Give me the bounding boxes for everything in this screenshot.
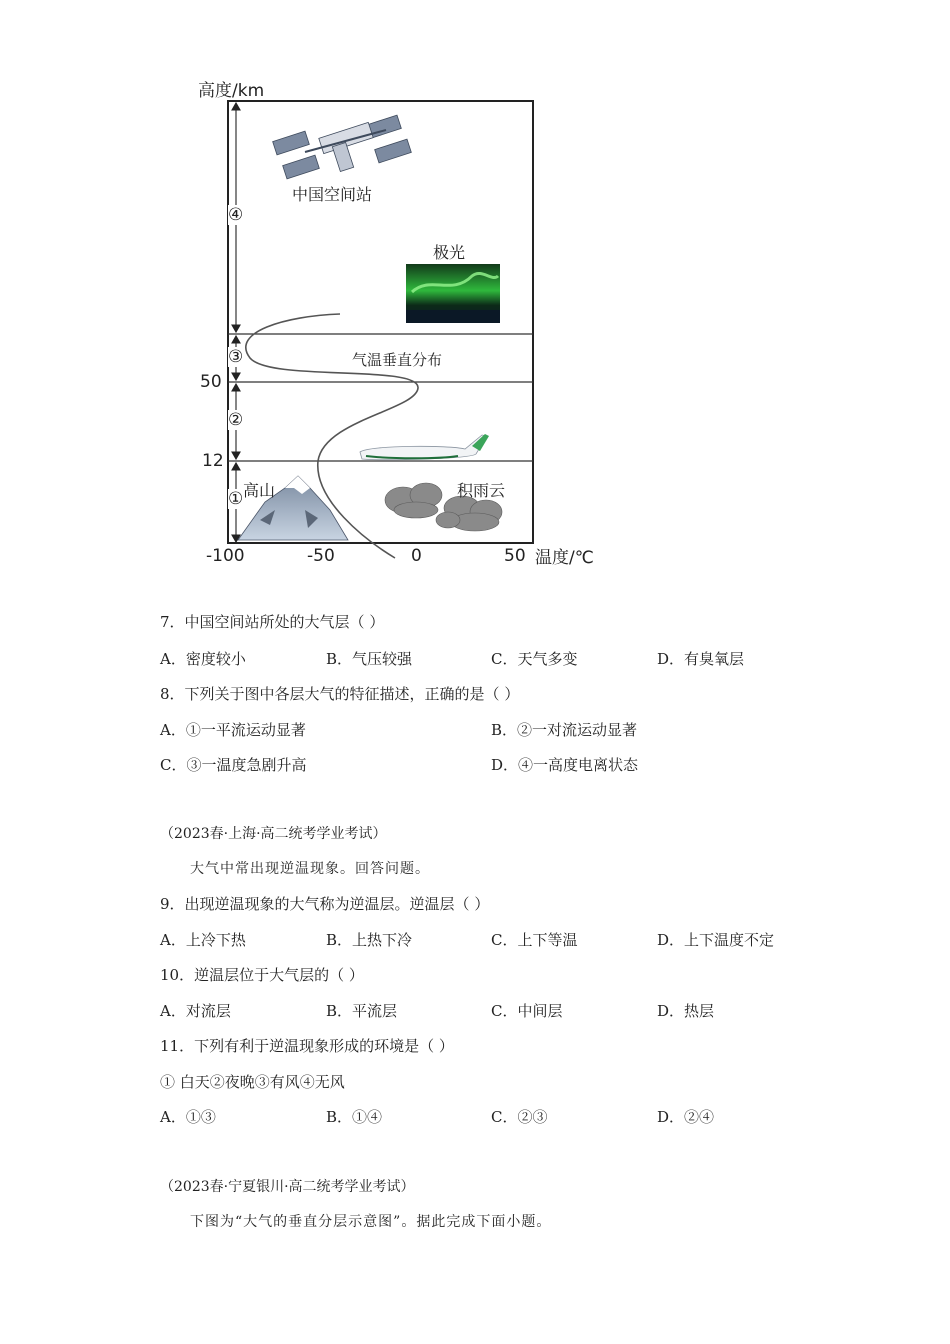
question-9-option-c[interactable]: C．上下等温 (491, 931, 578, 949)
question-7-option-b[interactable]: B．气压较强 (326, 650, 413, 668)
question-11-option-d[interactable]: D．②④ (657, 1108, 715, 1126)
airplane-icon (360, 434, 489, 460)
layer-mark-1: ① (228, 489, 244, 509)
question-9-option-a[interactable]: A．上冷下热 (160, 931, 246, 949)
question-10-option-d[interactable]: D．热层 (657, 1002, 715, 1020)
question-8-option-b[interactable]: B．②一对流运动显著 (491, 721, 638, 739)
layer-mark-2: ② (228, 410, 244, 430)
question-8-option-a[interactable]: A．①一平流运动显著 (160, 721, 306, 739)
question-11-option-a[interactable]: A．①③ (160, 1108, 216, 1126)
x-tick-minus50: -50 (307, 546, 335, 566)
question-9-option-d[interactable]: D．上下温度不定 (657, 931, 775, 949)
question-8-option-d[interactable]: D．④一高度电离状态 (491, 756, 639, 774)
y-tick-50: 50 (200, 372, 222, 392)
section3-intro: 下图为“大气的垂直分层示意图”。据此完成下面小题。 (190, 1214, 552, 1230)
station-label: 中国空间站 (292, 185, 373, 204)
layer-mark-3: ③ (228, 347, 244, 367)
atmosphere-layers-figure (190, 70, 620, 580)
aurora-label: 极光 (433, 243, 466, 262)
question-9-option-b[interactable]: B．上热下冷 (326, 931, 413, 949)
section2-source: （2023春·上海·高二统考学业考试） (160, 826, 387, 842)
question-10-option-c[interactable]: C．中间层 (491, 1002, 563, 1020)
x-axis-label: 温度/℃ (535, 548, 594, 568)
question-7-option-a[interactable]: A．密度较小 (160, 650, 246, 668)
question-10-option-a[interactable]: A．对流层 (160, 1002, 231, 1020)
question-7-option-c[interactable]: C．天气多变 (491, 650, 578, 668)
aurora-photo (406, 264, 500, 323)
question-11-option-b[interactable]: B．①④ (326, 1108, 383, 1126)
layer-arrows (232, 103, 240, 542)
cloud-label: 积雨云 (457, 481, 506, 500)
question-11-option-c[interactable]: C．②③ (491, 1108, 548, 1126)
question-7-stem: 7．中国空间站所处的大气层（ ） (160, 613, 385, 631)
question-8-option-c[interactable]: C．③一温度急剧升高 (160, 756, 307, 774)
x-tick-50: 50 (504, 546, 526, 566)
y-axis-label: 高度/km (198, 81, 265, 101)
curve-label: 气温垂直分布 (352, 351, 443, 369)
question-7-option-d[interactable]: D．有臭氧层 (657, 650, 745, 668)
space-station-icon (273, 115, 412, 179)
figure-drawing (190, 70, 620, 580)
question-10-stem: 10．逆温层位于大气层的（ ） (160, 966, 364, 984)
question-8-stem: 8．下列关于图中各层大气的特征描述，正确的是（ ） (160, 685, 520, 703)
section2-intro: 大气中常出现逆温现象。回答问题。 (190, 861, 430, 877)
x-tick-minus100: -100 (206, 546, 245, 566)
mountain-label: 高山 (243, 481, 276, 500)
x-tick-0: 0 (411, 546, 422, 566)
question-11-stem: 11．下列有利于逆温现象形成的环境是（ ） (160, 1037, 454, 1055)
question-9-stem: 9．出现逆温现象的大气称为逆温层。逆温层（ ） (160, 895, 490, 913)
question-11-conditions: ① 白天②夜晚③有风④无风 (160, 1073, 345, 1091)
layer-mark-4: ④ (228, 205, 244, 225)
section3-source: （2023春·宁夏银川·高二统考学业考试） (160, 1179, 415, 1195)
y-tick-12: 12 (202, 451, 224, 471)
question-10-option-b[interactable]: B．平流层 (326, 1002, 398, 1020)
